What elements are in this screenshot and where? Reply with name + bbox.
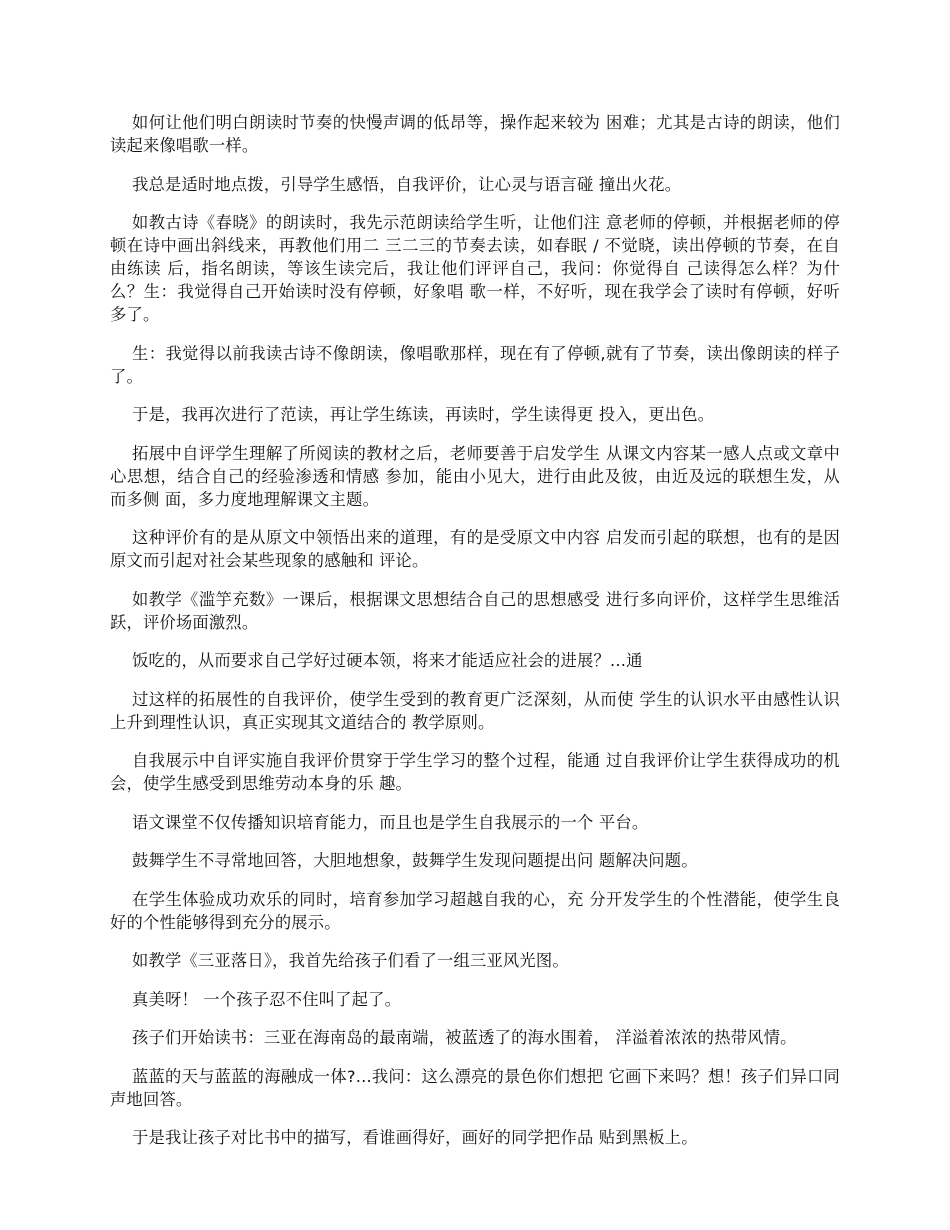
paragraph: 如教学《滥竽充数》一课后，根据课文思想结合自己的思想感受 进行多向评价，这样学生思维活跃，评价场面激烈。 (110, 589, 840, 632)
paragraph: 过这样的拓展性的自我评价，使学生受到的教育更广泛深刻，从而使 学生的认识水平由感性认识上升到理性认识，真正实现其文道结合的 教学原则。 (110, 689, 840, 732)
paragraph: 我总是适时地点拨，引导学生感悟，自我评价，让心灵与语言碰 撞出火花。 (132, 174, 682, 194)
paragraph: 拓展中自评学生理解了所阅读的教材之后，老师要善于启发学生 从课文内容某一感人点或文章中心思想，结合自己的经验渗透和情感 参加，能由小见大，进行由此及彼，由近及远的联想生发，从而多侧 面，多力度地理解课文主题。 (110, 443, 840, 509)
paragraph: 真美呀！ 一个孩子忍不住叫了起了。 (132, 989, 402, 1009)
paragraph: 这种评价有的是从原文中领悟出来的道理，有的是受原文中内容 启发而引起的联想，也有的是因原文而引起对社会某些现象的感触和 评论。 (110, 528, 840, 570)
paragraph: 如教学《三亚落日》，我首先给孩子们看了一组三亚风光图。 (132, 951, 569, 970)
paragraph: 自我展示中自评实施自我评价贯穿于学生学习的整个过程，能通 过自我评价让学生获得成功的机会，使学生感受到思维劳动本身的乐 趣。 (110, 751, 840, 793)
paragraph: 于是，我再次进行了范读，再让学生练读，再读时，学生读得更 投入，更出色。 (132, 405, 715, 424)
paragraph: 于是我让孩子对比书中的描写，看谁画得好，画好的同学把作品 贴到黑板上。 (132, 1128, 698, 1147)
paragraph: 生：我觉得以前我读古诗不像朗读，像唱歌那样，现在有了停顿,就有了节奏，读出像朗读的样子了。 (110, 343, 840, 386)
paragraph: 孩子们开始读书：三亚在海南岛的最南端，被蓝透了的海水围着， 洋溢着浓浓的热带风情。 (132, 1028, 797, 1047)
paragraph: 蓝蓝的天与蓝蓝的海融成一体?...我问：这么漂亮的景色你们想把 它画下来吗？想！孩子们异口同声地回答。 (110, 1066, 840, 1109)
paragraph: 鼓舞学生不寻常地回答，大胆地想象，鼓舞学生发现问题提出问 题解决问题。 (132, 851, 698, 870)
paragraph: 如教古诗《春晓》的朗读时，我先示范朗读给学生听，让他们注 意老师的停顿，并根据老师的停顿在诗中画出斜线来，再教他们用二 三二三的节奏去读，如春眠 / 不觉晓，读出停顿的节奏，在自由练读 后，指名朗读，等该生读完后，我让他们评评自己，我问：你觉得自 己读得怎么样？为什么？生：我觉得自己开始读时没有停顿，好象唱 歌一样，不好听，现在我学会了读时有停顿，好听多了。 (110, 213, 840, 324)
paragraph: 如何让他们明白朗读时节奏的快慢声调的低昂等，操作起来较为 困难；尤其是古诗的朗读，他们读起来像唱歌一样。 (110, 113, 840, 155)
document-body (110, 111, 840, 1165)
paragraph: 在学生体验成功欢乐的同时，培育参加学习超越自我的心，充 分开发学生的个性潜能，使学生良好的个性能够得到充分的展示。 (110, 889, 840, 932)
paragraph: 饭吃的，从而要求自己学好过硬本领，将来才能适应社会的进展？...通 (132, 651, 643, 670)
paragraph: 语文课堂不仅传播知识培育能力，而且也是学生自我展示的一个 平台。 (132, 812, 649, 832)
